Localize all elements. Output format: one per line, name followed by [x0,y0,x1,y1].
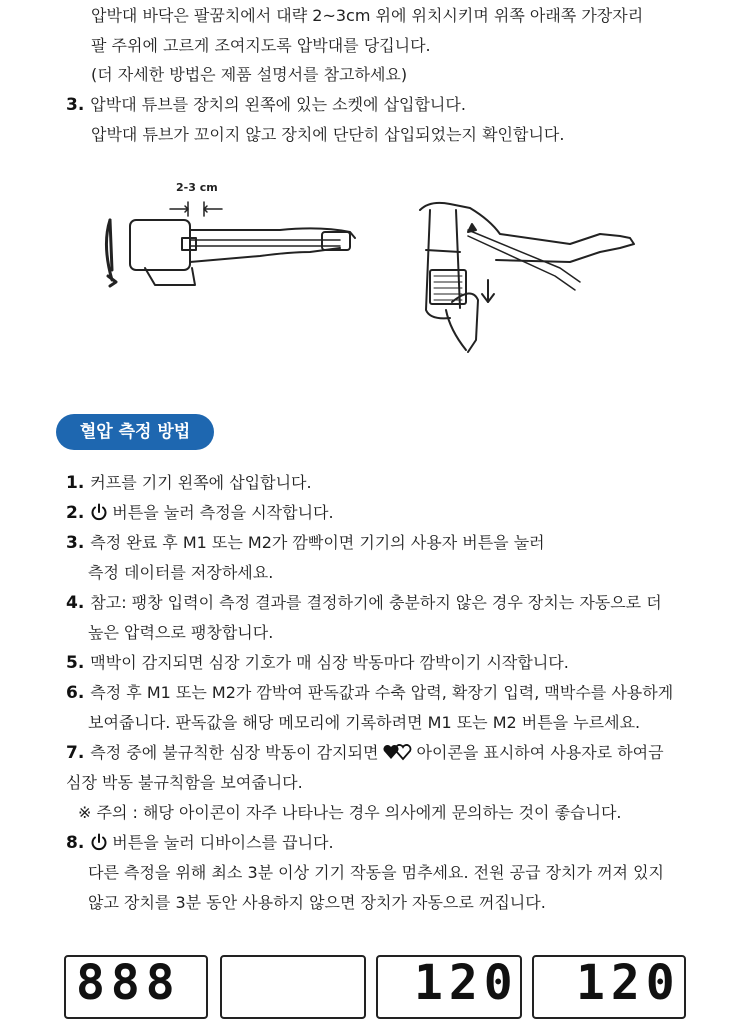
step-number: 4. [66,593,85,613]
step-8-line-1 [66,833,334,853]
step-5 [66,653,569,673]
cuff-illustration [100,190,660,360]
step-text: 맥박이 감지되면 심장 기호가 매 심장 박동마다 깜박이기 시작합니다. [90,653,569,672]
step-text: 커프를 기기 왼쪽에 삽입합니다. [90,473,312,492]
step-1 [66,473,312,493]
step-number: 7. [66,743,85,763]
lcd-digits: 888 [76,955,181,1011]
step-text: 측정 중에 불규칙한 심장 박동이 감지되면 [90,743,379,762]
step-number: 2. [66,503,85,523]
step-7-note: ※ 주의 : 해당 아이콘이 자주 나타나는 경우 의사에게 문의하는 것이 좋습니다. [78,803,622,822]
step-3-line-2: 측정 데이터를 저장하세요. [88,563,274,582]
step-6-line-2: 보여줍니다. 판독값을 해당 메모리에 기록하려면 M1 또는 M2 버튼을 누르세요. [88,713,641,732]
step-8-line-2: 다른 측정을 위해 최소 3분 이상 기기 작동을 멈추세요. 전원 공급 장치가 꺼져 있지 [88,863,664,882]
lcd-display-1 [64,955,208,1019]
step-4-line-1 [66,593,662,613]
step-text: 버튼을 눌러 디바이스를 끕니다. [112,833,334,852]
step-4-line-2: 높은 압력으로 팽창합니다. [88,623,274,642]
section-title-badge: 혈압 측정 방법 [56,414,214,450]
step-number: 1. [66,473,85,493]
lcd-display-2 [220,955,366,1019]
lcd-digits: 120 [576,955,681,1011]
intro-line-3: (더 자세한 방법은 제품 설명서를 참고하세요) [91,65,408,84]
step-7-line-2: 심장 박동 불규칙함을 보여줍니다. [66,773,303,792]
step-number: 8. [66,833,85,853]
step-text: 버튼을 눌러 측정을 시작합니다. [112,503,334,522]
step-text: 측정 완료 후 M1 또는 M2가 깜빡이면 기기의 사용자 버튼을 눌러 [90,533,545,552]
lcd-display-4 [532,955,686,1019]
top-step-3-line-1 [66,95,466,115]
intro-line-1: 압박대 바닥은 팔꿈치에서 대략 2~3cm 위에 위치시키며 위쪽 아래쪽 가장자리 [91,6,644,25]
lcd-display-3 [376,955,522,1019]
distance-label: 2-3 cm [176,181,218,194]
step-2 [66,503,334,523]
step-text: 측정 후 M1 또는 M2가 깜박여 판독값과 수축 압력, 확장기 입력, 맥박수를 사용하게 [90,683,674,702]
step-number: 3. [66,95,85,115]
step-8-line-3: 않고 장치를 3분 동안 사용하지 않으면 장치가 자동으로 꺼집니다. [88,893,546,912]
lcd-digits: 120 [414,955,519,1011]
step-number: 5. [66,653,85,673]
step-6-line-1 [66,683,673,703]
step-text-continued: 아이콘을 표시하여 사용자로 하여금 [416,743,664,762]
step-text: 참고: 팽창 입력이 측정 결과를 결정하기에 충분하지 않은 경우 장치는 자동으로 더 [90,593,662,612]
intro-line-2: 팔 주위에 고르게 조여지도록 압박대를 당깁니다. [91,36,431,55]
step-3-line-1 [66,533,545,553]
power-icon [90,503,108,521]
step-number: 6. [66,683,85,703]
step-number: 3. [66,533,85,553]
top-step-3-line-2: 압박대 튜브가 꼬이지 않고 장치에 단단히 삽입되었는지 확인합니다. [91,125,565,144]
irregular-heartbeat-icon [382,743,412,761]
step-7-line-1 [66,743,664,763]
step-text: 압박대 튜브를 장치의 왼쪽에 있는 소켓에 삽입합니다. [90,95,466,114]
power-icon [90,833,108,851]
